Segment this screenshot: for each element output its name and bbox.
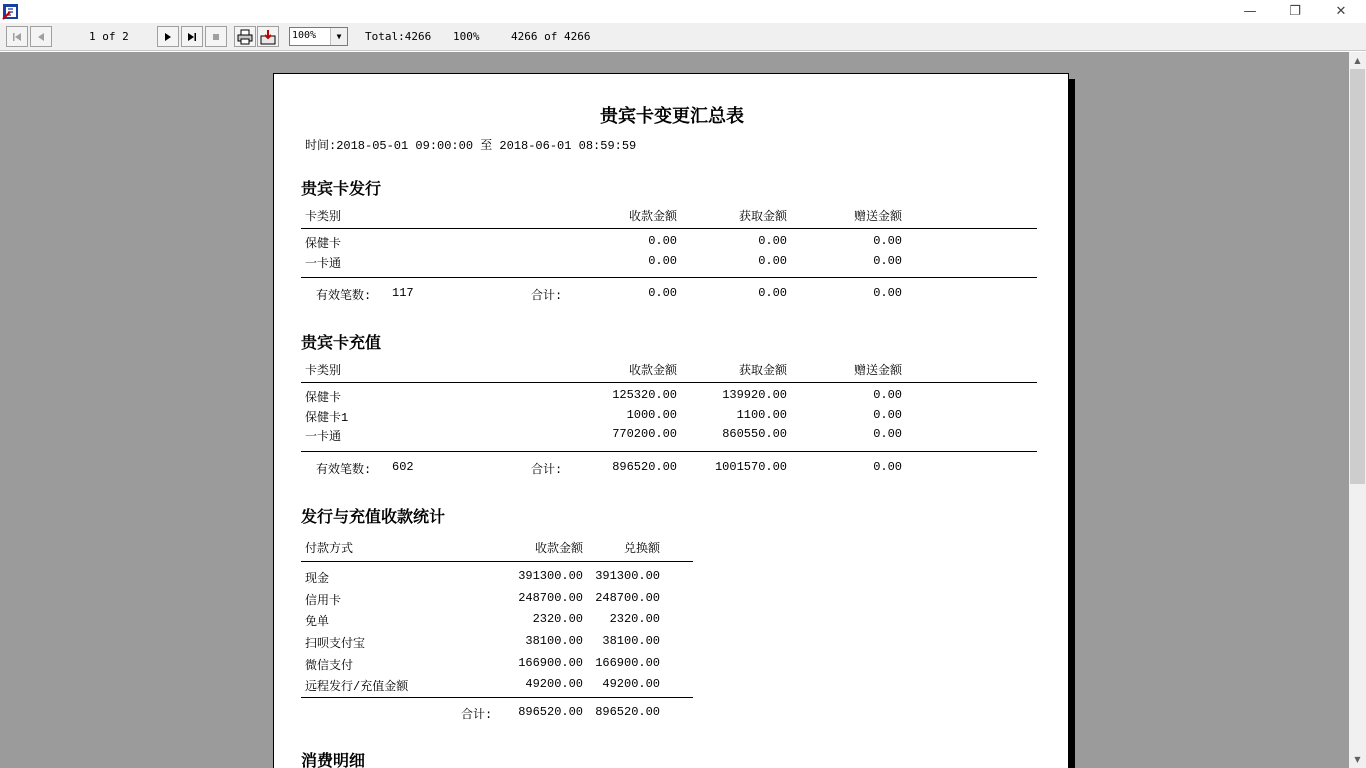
payment-header-exchanged: 兑换额 bbox=[623, 542, 660, 556]
issue-header-received: 收款金额 bbox=[628, 210, 677, 224]
recharge-row-card-type: 一卡通 bbox=[305, 430, 342, 444]
recharge-row-card-type: 保健卡 bbox=[305, 391, 342, 405]
payment-row-method: 远程发行/充值金额 bbox=[305, 680, 409, 694]
recharge-row-bonus: 0.00 bbox=[873, 427, 902, 441]
issue-sum-obtained: 0.00 bbox=[758, 286, 787, 300]
recharge-header-obtained: 获取金额 bbox=[738, 364, 787, 378]
zoom-value: 100% bbox=[292, 30, 317, 41]
recharge-header-bonus: 赠送金额 bbox=[853, 364, 902, 378]
issue-row-received: 0.00 bbox=[648, 254, 677, 268]
recharge-row-received: 1000.00 bbox=[626, 408, 677, 422]
stop-icon bbox=[210, 31, 222, 43]
next-page-icon bbox=[162, 31, 174, 43]
issue-sum-received: 0.00 bbox=[648, 286, 677, 300]
recharge-header-divider bbox=[301, 382, 1037, 383]
recharge-row-bonus: 0.00 bbox=[873, 388, 902, 402]
last-page-button[interactable] bbox=[181, 26, 203, 47]
report-viewer-app-icon bbox=[2, 3, 19, 20]
consumption-section-title: 消费明细 bbox=[301, 751, 366, 768]
recharge-header-received: 收款金额 bbox=[628, 364, 677, 378]
total-count: Total:4266 bbox=[365, 30, 432, 43]
scroll-down-icon[interactable]: ▼ bbox=[1354, 755, 1361, 764]
payment-row-method: 信用卡 bbox=[305, 594, 342, 608]
issue-row-card-type: 一卡通 bbox=[305, 257, 342, 271]
recharge-count-value: 602 bbox=[392, 460, 414, 474]
recharge-row-bonus: 0.00 bbox=[873, 408, 902, 422]
payment-header-divider bbox=[301, 561, 693, 562]
issue-row-card-type: 保健卡 bbox=[305, 237, 342, 251]
issue-row-obtained: 0.00 bbox=[758, 254, 787, 268]
payment-row-exchanged: 391300.00 bbox=[595, 569, 660, 583]
payment-section-title: 发行与充值收款统计 bbox=[301, 507, 446, 526]
record-status: 4266 of 4266 bbox=[511, 30, 591, 43]
issue-section-title: 贵宾卡发行 bbox=[301, 179, 382, 198]
recharge-row-card-type: 保健卡1 bbox=[305, 411, 349, 425]
issue-header-obtained: 获取金额 bbox=[738, 210, 787, 224]
recharge-row-received: 125320.00 bbox=[612, 388, 677, 402]
payment-sum-label: 合计: bbox=[461, 708, 493, 722]
recharge-sum-received: 896520.00 bbox=[612, 460, 677, 474]
payment-row-method: 免单 bbox=[305, 615, 330, 629]
chevron-down-icon[interactable]: ▼ bbox=[330, 28, 347, 45]
percent-status: 100% bbox=[453, 30, 480, 43]
issue-row-bonus: 0.00 bbox=[873, 234, 902, 248]
payment-footer-divider bbox=[301, 697, 693, 698]
issue-header-card-type: 卡类别 bbox=[305, 210, 342, 224]
viewer-toolbar bbox=[0, 23, 1366, 51]
minimize-button[interactable]: — bbox=[1243, 4, 1257, 19]
issue-header-bonus: 赠送金额 bbox=[853, 210, 902, 224]
report-time-range: 时间:2018-05-01 09:00:00 至 2018-06-01 08:59:59 bbox=[305, 139, 637, 153]
page-status: 1 of 2 bbox=[89, 30, 129, 43]
payment-header-received: 收款金额 bbox=[534, 542, 583, 556]
export-button[interactable] bbox=[257, 26, 279, 47]
payment-sum-exchanged: 896520.00 bbox=[595, 705, 660, 719]
payment-row-received: 248700.00 bbox=[518, 591, 583, 605]
previous-page-button[interactable] bbox=[30, 26, 52, 47]
next-page-button[interactable] bbox=[157, 26, 179, 47]
issue-row-obtained: 0.00 bbox=[758, 234, 787, 248]
issue-footer-divider bbox=[301, 277, 1037, 278]
issue-sum-label: 合计: bbox=[531, 289, 563, 303]
issue-row-received: 0.00 bbox=[648, 234, 677, 248]
report-title: 贵宾卡变更汇总表 bbox=[600, 106, 744, 127]
payment-row-received: 38100.00 bbox=[525, 634, 583, 648]
scroll-up-icon[interactable]: ▲ bbox=[1354, 56, 1361, 65]
recharge-header-card-type: 卡类别 bbox=[305, 364, 342, 378]
scrollbar-thumb[interactable] bbox=[1350, 69, 1365, 484]
zoom-select[interactable] bbox=[289, 27, 348, 46]
recharge-count-label: 有效笔数: bbox=[316, 463, 372, 477]
title-bar bbox=[0, 0, 1366, 23]
payment-row-method: 微信支付 bbox=[305, 659, 354, 673]
close-button[interactable]: ✕ bbox=[1335, 4, 1347, 19]
payment-row-received: 2320.00 bbox=[532, 612, 583, 626]
payment-row-received: 391300.00 bbox=[518, 569, 583, 583]
last-page-icon bbox=[186, 31, 198, 43]
vertical-scrollbar[interactable] bbox=[1349, 52, 1366, 768]
print-button[interactable] bbox=[234, 26, 256, 47]
recharge-sum-bonus: 0.00 bbox=[873, 460, 902, 474]
recharge-row-received: 770200.00 bbox=[612, 427, 677, 441]
issue-sum-bonus: 0.00 bbox=[873, 286, 902, 300]
recharge-row-obtained: 860550.00 bbox=[722, 427, 787, 441]
stop-button[interactable] bbox=[205, 26, 227, 47]
recharge-sum-obtained: 1001570.00 bbox=[714, 460, 787, 474]
payment-sum-received: 896520.00 bbox=[518, 705, 583, 719]
payment-row-exchanged: 2320.00 bbox=[609, 612, 660, 626]
previous-page-icon bbox=[35, 31, 47, 43]
recharge-row-obtained: 139920.00 bbox=[722, 388, 787, 402]
payment-row-exchanged: 49200.00 bbox=[602, 677, 660, 691]
restore-button[interactable]: ❐ bbox=[1289, 4, 1301, 19]
recharge-sum-label: 合计: bbox=[531, 463, 563, 477]
export-icon bbox=[260, 29, 276, 45]
payment-header-method: 付款方式 bbox=[305, 542, 354, 556]
payment-row-received: 49200.00 bbox=[525, 677, 583, 691]
issue-row-bonus: 0.00 bbox=[873, 254, 902, 268]
payment-row-received: 166900.00 bbox=[518, 656, 583, 670]
recharge-section-title: 贵宾卡充值 bbox=[301, 333, 382, 352]
issue-count-value: 117 bbox=[392, 286, 414, 300]
recharge-footer-divider bbox=[301, 451, 1037, 452]
report-page bbox=[273, 73, 1069, 768]
payment-row-exchanged: 38100.00 bbox=[602, 634, 660, 648]
payment-row-method: 现金 bbox=[305, 572, 330, 586]
issue-count-label: 有效笔数: bbox=[316, 289, 372, 303]
printer-icon bbox=[237, 29, 253, 45]
payment-row-method: 扫呗支付宝 bbox=[305, 637, 366, 651]
issue-header-divider bbox=[301, 228, 1037, 229]
payment-row-exchanged: 166900.00 bbox=[595, 656, 660, 670]
payment-row-exchanged: 248700.00 bbox=[595, 591, 660, 605]
first-page-button[interactable] bbox=[6, 26, 28, 47]
report-viewport bbox=[0, 52, 1349, 768]
first-page-icon bbox=[11, 31, 23, 43]
recharge-row-obtained: 1100.00 bbox=[736, 408, 787, 422]
